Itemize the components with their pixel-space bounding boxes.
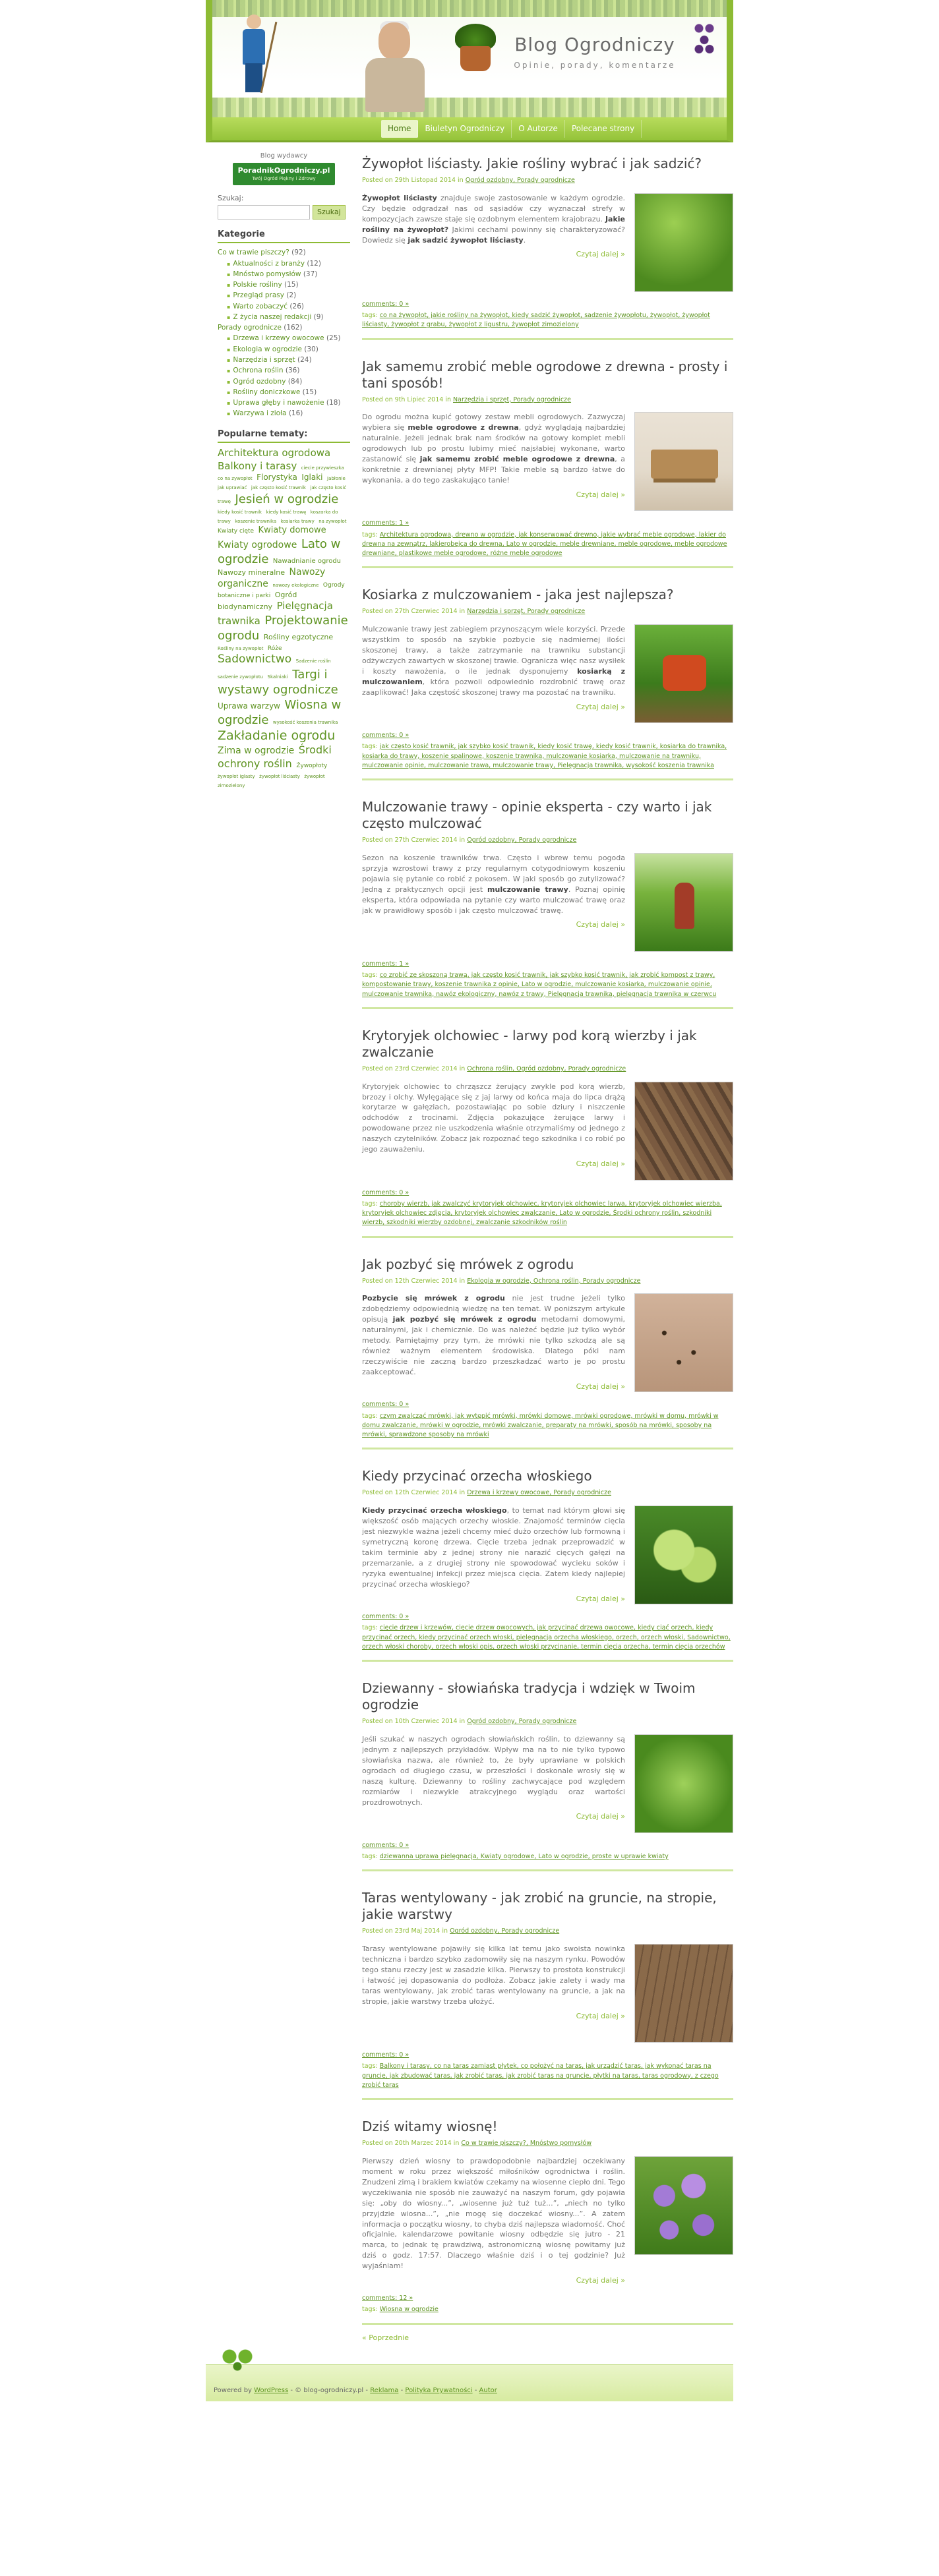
header-vines-bottom bbox=[212, 98, 727, 117]
nav-home[interactable]: Home bbox=[381, 120, 418, 138]
footer-text bbox=[214, 2386, 497, 2396]
post-date: Posted on 10th Czerwiec 2014 in bbox=[362, 1718, 468, 1726]
category-count: (18) bbox=[324, 399, 341, 407]
tag-link[interactable]: Nawozy organiczne bbox=[218, 567, 326, 590]
footer-sep1: - bbox=[400, 2387, 404, 2395]
post-date: Posted on 23rd Maj 2014 in bbox=[362, 1927, 450, 1935]
tag-link[interactable]: koszarka do trawy bbox=[218, 510, 338, 525]
post-thumbnail[interactable] bbox=[634, 1734, 733, 1833]
post-categories-link[interactable]: Narzędzia i sprzęt, Porady ogrodnicze bbox=[453, 395, 572, 403]
post-meta bbox=[362, 1277, 733, 1286]
read-more-link[interactable]: Czytaj dalej » bbox=[576, 2011, 625, 2020]
post-title[interactable]: Dziś witamy wiosnę! bbox=[362, 2119, 498, 2135]
post-footer bbox=[362, 731, 733, 771]
post-thumbnail[interactable] bbox=[634, 1506, 733, 1604]
post bbox=[362, 2115, 733, 2325]
tag-link[interactable]: Iglaki bbox=[301, 472, 323, 482]
footer-wordpress-link[interactable]: WordPress bbox=[254, 2387, 289, 2395]
footer-powered: Powered by bbox=[214, 2387, 252, 2395]
post-tags-links[interactable]: choroby wierzb, jak zwalczyć krytoryjek olchowiec, krytoryjek olchowiec larwa, krytoryjek olchowiec wierzba, krytoryjek olchowiec zdjęcia, krytoryjek olchowiec zwalczanie, Lato w ogrodzie, Środki ochrony roślin, szkodniki wierzb, szkodniki wierzby ozdobnej, zwalczanie szkodników roślin bbox=[362, 1200, 722, 1227]
post-tags-links[interactable]: jak często kosić trawnik, jak szybko kosić trawnik, kiedy kosić trawę, kiedy kosić trawnik, kosiarka do trawnika, kosiarka do trawy, koszenie spalinowe, koszenie trawnika, mulczowanie kosiarka, mulczowanie na trawniku, mulczowanie opinie, mulczowanie trawa, mulczowanie trawy, Pielęgnacja trawnika, wysokość koszenia trawnika bbox=[362, 743, 727, 769]
post-thumbnail[interactable] bbox=[634, 1082, 733, 1181]
tag-link[interactable]: Kwiaty ogrodowe bbox=[218, 540, 297, 551]
header-vines-top bbox=[212, 0, 727, 17]
post bbox=[362, 1886, 733, 2100]
tag-link[interactable]: Ogrody botaniczne i parki bbox=[218, 582, 345, 599]
post-meta bbox=[362, 1927, 733, 1936]
tag-link[interactable]: ciecie przywieszka bbox=[301, 465, 344, 471]
post bbox=[362, 1676, 733, 1871]
site-tagline: Opinie, porady, komentarze bbox=[514, 60, 676, 70]
category-item bbox=[218, 322, 350, 333]
sprout-icon bbox=[218, 2339, 257, 2378]
category-link[interactable]: Warzywa i zioła bbox=[233, 409, 287, 418]
comments-link[interactable]: comments: 0 » bbox=[362, 1188, 409, 1196]
nav-polecane[interactable]: Polecane strony bbox=[565, 120, 642, 138]
post-meta bbox=[362, 2139, 733, 2148]
footer-autor-link[interactable]: Autor bbox=[479, 2387, 497, 2395]
previous-posts-link[interactable]: « Poprzednie bbox=[362, 2333, 409, 2342]
tag-link[interactable]: jak często kosić trawę bbox=[218, 485, 347, 505]
tags-label: tags: bbox=[362, 2306, 380, 2314]
post-tags-links[interactable]: czym zwalczać mrówki, jak wytępić mrówki, mrówki domowe, mrówki ogrodowe, mrówki w domu, mrówki w domu zwalczanie, mrówki w ogrodzie, mrówki zwalczanie, preparaty na mrówki, sposób na mrówki, sposoby na mrówki, sprawdzone sposoby na mrówki bbox=[362, 1412, 719, 1439]
sidebar bbox=[206, 152, 354, 2354]
read-more-link[interactable]: Czytaj dalej » bbox=[576, 1382, 625, 1391]
tags-label: tags: bbox=[362, 743, 380, 751]
tags-label: tags: bbox=[362, 1412, 380, 1420]
tag-link[interactable]: Architektura ogrodowa bbox=[218, 447, 331, 459]
post bbox=[362, 355, 733, 569]
post-footer bbox=[362, 2051, 733, 2090]
tag-link[interactable]: Rośliny egzotyczne bbox=[263, 632, 334, 641]
post-title[interactable]: Jak pozbyć się mrówek z ogrodu bbox=[362, 1256, 574, 1272]
tags-label: tags: bbox=[362, 1853, 380, 1861]
category-link[interactable]: Mnóstwo pomysłów bbox=[233, 270, 301, 278]
category-link[interactable]: Rośliny doniczkowe bbox=[233, 388, 301, 396]
post-body bbox=[362, 1734, 733, 1833]
post-footer bbox=[362, 1188, 733, 1228]
read-more-link[interactable]: Czytaj dalej » bbox=[576, 702, 625, 711]
post-excerpt: Mulczowanie trawy jest zabiegiem przynoszącym wiele korzyści. Przede wszystkim to sposób na szybkie pozbycie się nadmiernej ilości skoszonej trawy, a także zatrzymanie na trawniku substancji odżywczych zawartych w skoszonej trawie. Ogranicza więc nasz wysiłek i koszty nawożenia, o ile jednak dysponujemy kosiarką z mulczowaniem, która pozwoli odpowiednio rozdrobnić trawę oraz zaaplikować! Jaka częstość skoszonej trawy ma pozostać na trawniku. Czytaj dalej » bbox=[362, 625, 625, 711]
tag-link[interactable]: Lato w ogrodzie bbox=[218, 537, 341, 567]
search-button[interactable]: Szukaj bbox=[313, 205, 346, 220]
post bbox=[362, 1024, 733, 1238]
post-footer bbox=[362, 2294, 733, 2315]
category-count: (162) bbox=[281, 324, 303, 332]
post-categories-link[interactable]: Narzędzia i sprzęt, Porady ogrodnicze bbox=[467, 608, 586, 616]
page bbox=[206, 0, 733, 2401]
footer-sep2: - bbox=[474, 2387, 477, 2395]
tag-link[interactable]: na zywopłot bbox=[318, 519, 347, 525]
tag-link[interactable]: Jabłonie bbox=[327, 475, 346, 481]
category-item bbox=[218, 355, 350, 365]
post-excerpt: Pierwszy dzień wiosny to prawdopodobnie najbardziej oczekiwany moment w roku przez większość miłośników ogrodnictwa i roślin. Znudzeni zimą i brakiem kwiatów czekamy na wiosenne ciepło dni. Tego wyczekiwania nie sposób nie zauważyć na naszym forum, gdy pojawia się: „oby do wiosny...”, „wiosenne już tuż tuż...”, „niech no tylko przyjdzie wiosna...”, „nie mogę się doczekać wiosny...”. A zatem informacja o początku wiosny, to chyba dziś najlepsza wiadomość. Choć oficjalnie, kalendarzowe powitanie wiosny odbędzie się jutro - 21 marca, to jednak tę prawdziwą, astronomiczną wiosnę powitamy już dziś o godz. 17:57. Dlaczego właśnie dziś i o tej godzinie? Już wyjaśniam! Czytaj dalej » bbox=[362, 2156, 625, 2285]
nav-o-autorze[interactable]: O Autorze bbox=[512, 120, 565, 138]
tag-link[interactable]: Róże bbox=[267, 645, 282, 652]
tag-link[interactable]: Sadzenie roślin bbox=[295, 659, 331, 664]
post-excerpt: Pozbycie się mrówek z ogrodu nie jest trudne jeżeli tylko zdobędziemy odpowiednią wiedzę na ten temat. W poniższym artykule opisują jak pozbyć się mrówek z ogrodu metodami domowymi, naturalnymi, jak i chemicznie. Do was należeć będzie już tylko wybór metody. Pamiętajmy przy tym, że mrówki nie tylko szkodzą ale są również ważnym elementem środowiska. Dlatego póki nam rzeczywiście nie zaczną bardzo przeszkadzać warto je po prostu zaakceptować. Czytaj dalej » bbox=[362, 1294, 626, 1391]
tag-link[interactable]: wysokość koszenia trawnika bbox=[272, 720, 338, 726]
category-link[interactable]: Ekologia w ogrodzie bbox=[233, 345, 302, 353]
category-count: (84) bbox=[286, 377, 303, 386]
category-count: (30) bbox=[301, 345, 318, 353]
post-thumbnail[interactable] bbox=[634, 2156, 733, 2255]
comments-link[interactable]: comments: 1 » bbox=[362, 519, 409, 527]
post-thumbnail[interactable] bbox=[634, 193, 733, 292]
footer-copyright: - © blog-ogrodniczy.pl - bbox=[290, 2387, 368, 2395]
comments-link[interactable]: comments: 0 » bbox=[362, 1401, 409, 1409]
post-date: Posted on 12th Czerwiec 2014 in bbox=[362, 1489, 468, 1497]
tag-link[interactable]: Pielęgnacja trawnika bbox=[218, 600, 333, 627]
post-title[interactable]: Taras wentylowany - jak zrobić na gruncie, na stropie, jakie warstwy bbox=[362, 1890, 717, 1923]
post-footer bbox=[362, 300, 733, 330]
post-body bbox=[362, 412, 733, 511]
tags-label: tags: bbox=[362, 531, 380, 539]
post-meta bbox=[362, 1065, 733, 1074]
read-more-link[interactable]: Czytaj dalej » bbox=[576, 490, 625, 499]
tag-link[interactable]: Sadownictwo bbox=[218, 653, 292, 666]
post-categories-link[interactable]: Ogród ozdobny, Porady ogrodnicze bbox=[465, 177, 575, 184]
category-count: (12) bbox=[305, 259, 321, 268]
category-item bbox=[218, 301, 350, 312]
post-title[interactable]: Żywopłot liściasty. Jakie rośliny wybrać i jak sadzić? bbox=[362, 156, 702, 171]
category-link[interactable]: Przegląd prasy bbox=[233, 291, 284, 300]
post-categories-link[interactable]: Drzewa i krzewy owocowe, Porady ogrodnicze bbox=[467, 1489, 611, 1497]
tag-link[interactable]: Florystyka bbox=[257, 472, 297, 482]
post-categories-link[interactable]: Ekologia w ogrodzie, Ochrona roślin, Porady ogrodnicze bbox=[467, 1277, 641, 1285]
site-footer bbox=[206, 2364, 733, 2401]
footer-polityka-link[interactable]: Polityka Prywatności bbox=[405, 2387, 473, 2395]
post-date: Posted on 23rd Czerwiec 2014 in bbox=[362, 1065, 468, 1072]
category-item bbox=[218, 397, 350, 408]
category-count: (92) bbox=[289, 249, 306, 257]
post-meta bbox=[362, 1488, 733, 1498]
tag-link[interactable]: żywopłot liściasty bbox=[259, 773, 300, 779]
tag-link[interactable]: żywopłot zimozielony bbox=[218, 773, 325, 788]
tags-label: tags: bbox=[362, 1624, 380, 1632]
tag-link[interactable]: Zima w ogrodzie bbox=[218, 746, 295, 757]
grapes-illustration bbox=[691, 15, 717, 61]
post-excerpt: Tarasy wentylowane pojawiły się kilka lat temu jako swoista nowinka techniczna i bardzo szybko zadomowiły się na naszym rynku. Powodów tego stanu rzeczy jest w zasadzie kilka. Pierwszy to prostota konstrukcji i łatwość jej dopasowania do podłoża. Zobacz jakie zalety i wady ma taras wentylowany, jak zrobić taras wentylowany na gruncie, a jak na stropie, jakie warstwy trzeba ułożyć. Czytaj dalej » bbox=[362, 1945, 625, 2020]
post bbox=[362, 152, 733, 340]
post-excerpt: Jeśli szukać w naszych ogrodach słowiańskich roślin, to dziewanny są jednym z najlepszych przykładów. Wpływ ma na to nie tylko typowo słowiańska nazwa, ale również to, że były uprawiane w polskich ogrodach od długiego czasu, w przeszłości i doskonale wrosły się w naszą kulturę. Dziewanny to rośliny zachwycające pod względem rozmiarów i niezwykle atrakcyjnego wyglądu oraz wartości prozdrowotnych. Czytaj dalej » bbox=[362, 1734, 625, 1821]
post-body bbox=[362, 2156, 733, 2286]
tag-link[interactable]: Ogród biodynamiczny bbox=[218, 590, 297, 612]
tag-link[interactable]: Skalniaki bbox=[267, 674, 288, 680]
tag-link[interactable]: Targi i wystawy ogrodnicze bbox=[218, 667, 338, 697]
category-link[interactable]: Z życia naszej redakcji bbox=[233, 312, 312, 321]
post-categories-link[interactable]: Ogród ozdobny, Porady ogrodnicze bbox=[467, 836, 577, 844]
post-tags-links[interactable]: Balkony i tarasy, co na taras zamiast płytek, co położyć na taras, jak urządzić taras, jak wykonać taras na gruncie, jak zbudować taras, jak zrobić taras, jak zrobić taras na gruncie, płytki na taras, taras ogrodowy, z czego zrobić taras bbox=[362, 2063, 719, 2089]
search-row bbox=[218, 205, 350, 220]
post-footer bbox=[362, 1612, 733, 1652]
category-item bbox=[218, 344, 350, 355]
post-thumbnail[interactable] bbox=[634, 1944, 733, 2043]
search-label: Szukaj: bbox=[218, 193, 244, 202]
category-count: (16) bbox=[286, 409, 303, 418]
category-count: (15) bbox=[282, 281, 299, 289]
partner-logo[interactable] bbox=[233, 163, 336, 185]
category-item bbox=[218, 247, 350, 258]
categories-heading: Kategorie bbox=[218, 229, 350, 244]
site-header bbox=[206, 0, 733, 117]
comments-link[interactable]: comments: 0 » bbox=[362, 2051, 409, 2059]
post-tags-links[interactable]: co na żywopłot, jakie rośliny na żywopłot, kiedy sadzić żywopłot, sadzenie żywopłotu, żywopłot, żywopłot liściasty, żywopłot z grabu, żywopłot z ligustru, żywopłot zimozielony bbox=[362, 312, 710, 329]
comments-link[interactable]: comments: 0 » bbox=[362, 1841, 409, 1849]
site-branding bbox=[496, 32, 694, 71]
post-footer bbox=[362, 1841, 733, 1862]
category-item bbox=[218, 290, 350, 301]
category-item bbox=[218, 376, 350, 387]
tag-link[interactable]: żywopłot iglasty bbox=[218, 773, 255, 779]
category-link[interactable]: Polskie rośliny bbox=[233, 281, 282, 289]
tag-cloud bbox=[218, 447, 350, 790]
category-count: (26) bbox=[288, 302, 304, 310]
category-link[interactable]: Drzewa i krzewy owocowe bbox=[233, 334, 324, 343]
category-count: (37) bbox=[301, 270, 318, 278]
post-body bbox=[362, 1082, 733, 1181]
tag-link[interactable]: Kwiaty cięte bbox=[218, 528, 255, 535]
post-date: Posted on 9th Lipiec 2014 in bbox=[362, 395, 454, 403]
categories-list bbox=[218, 247, 350, 419]
post bbox=[362, 1464, 733, 1662]
post-tags-links[interactable]: cięcie drzew i krzewów, cięcie drzew owocowych, jak przycinać drzewa owocowe, kiedy ciąć orzech, kiedy przycinać orzech, kiedy przycinać orzech włoski, pielęgnacja orzecha włoskiego, orzech, orzech włoski, Sadownictwo, orzech włoski choroby, orzech włoski opis, orzech włoski przycinanie, termin cięcia orzecha, termin cięcia orzechów bbox=[362, 1624, 731, 1651]
tag-link[interactable]: Rośliny na zywopłot bbox=[218, 645, 264, 651]
category-count: (15) bbox=[300, 388, 317, 396]
post bbox=[362, 795, 733, 1009]
read-more-link[interactable]: Czytaj dalej » bbox=[576, 920, 625, 929]
partner-logo-text: PoradnikOgrodniczy.pl bbox=[237, 165, 330, 175]
category-item bbox=[218, 279, 350, 290]
post-title[interactable]: Mulczowanie trawy - opinie eksperta - czy warto i jak często mulczować bbox=[362, 799, 712, 832]
tag-link[interactable]: kiedy kosić trawę bbox=[266, 510, 307, 515]
post-body bbox=[362, 1293, 733, 1392]
content bbox=[354, 152, 733, 2354]
read-more-link[interactable]: Czytaj dalej » bbox=[576, 250, 625, 259]
tag-link[interactable]: Zakładanie ogrodu bbox=[218, 728, 336, 744]
category-count: (36) bbox=[283, 366, 300, 375]
tag-link[interactable]: koszenie trawnika bbox=[235, 519, 277, 525]
tag-link[interactable]: Jesień w ogrodzie bbox=[235, 492, 339, 507]
tag-link[interactable]: Wiosna w ogrodzie bbox=[218, 698, 342, 728]
tag-link[interactable]: Uprawa warzyw bbox=[218, 701, 280, 711]
post-body bbox=[362, 624, 733, 723]
site-title[interactable]: Blog Ogrodniczy bbox=[514, 34, 675, 55]
post-footer bbox=[362, 960, 733, 999]
post-title[interactable]: Krytoryjek olchowiec - larwy pod korą wierzby i jak zwalczanie bbox=[362, 1027, 697, 1060]
tag-link[interactable]: Nawozy mineralne bbox=[218, 568, 286, 577]
read-more-link[interactable]: Czytaj dalej » bbox=[576, 2276, 625, 2285]
partner-logo-sub: Twój Ogród Piękny i Zdrowy bbox=[252, 176, 316, 182]
category-item bbox=[218, 258, 350, 269]
post-excerpt: Kiedy przycinać orzecha włoskiego, to temat nad którym głowi się większość osób mających orzechy włoskie. Znajomość terminów cięcia jest niezwykle ważna jeżeli chcemy mieć dużo orzechów lub formowną i symetryczną koronę drzewa. Cięcie trzeba jednak przeprowadzić w takim terminie aby z jednej strony nie narazić cięcych gałęzi na przemarzanie, a z drugiej strony nie spowodować wycieku soków i ryzyka ewentualnej infekcji przez miejsca cięcia. Zatem kiedy najlepiej przycinać orzecha włoskiego? Czytaj dalej » bbox=[362, 1506, 626, 1603]
tag-link[interactable]: Nawadnianie ogrodu bbox=[272, 558, 342, 566]
search-input[interactable] bbox=[218, 205, 310, 220]
post-tags-links[interactable]: Wiosna w ogrodzie bbox=[379, 2306, 439, 2314]
post-excerpt: Żywopłot liściasty znajduje swoje zastosowanie w każdym ogrodzie. Czy będzie odgradzał nas od sąsiadów czy wyznaczał strefy w kompozycjach zawsze staje się ozdobnym elementem krajobrazu. Jakie rośliny na żywopłot? Jakimi cechami powinny się charakteryzować? Dowiedz się jak sadzić żywopłot liściasty. Czytaj dalej » bbox=[362, 193, 625, 259]
footer-reklama-link[interactable]: Reklama bbox=[370, 2387, 399, 2395]
post-title[interactable]: Kiedy przycinać orzecha włoskiego bbox=[362, 1468, 592, 1484]
post-title[interactable]: Kosiarka z mulczowaniem - jaka jest najlepsza? bbox=[362, 587, 674, 603]
post-categories-link[interactable]: Ochrona roślin, Ogród ozdobny, Porady ogrodnicze bbox=[467, 1065, 626, 1072]
tag-link[interactable]: co na zywopłot bbox=[218, 475, 253, 481]
post-title[interactable]: Jak samemu zrobić meble ogrodowe z drewna - prosty i tani sposób! bbox=[362, 358, 728, 391]
post-footer bbox=[362, 519, 733, 558]
read-more-link[interactable]: Czytaj dalej » bbox=[576, 1594, 625, 1603]
post-meta bbox=[362, 395, 733, 405]
post-thumbnail[interactable] bbox=[634, 853, 733, 952]
post-date: Posted on 20th Marzec 2014 in bbox=[362, 2140, 462, 2148]
post-body bbox=[362, 1506, 733, 1604]
category-count: (9) bbox=[311, 312, 324, 321]
category-item bbox=[218, 365, 350, 376]
tag-link[interactable]: jak uprawiać bbox=[218, 485, 247, 491]
category-item bbox=[218, 333, 350, 343]
tag-link[interactable]: Balkony i tarasy bbox=[218, 459, 297, 472]
category-item bbox=[218, 387, 350, 397]
category-link[interactable]: Warto zobaczyć bbox=[233, 302, 288, 310]
category-link[interactable]: Ogród ozdobny bbox=[233, 377, 286, 386]
category-item bbox=[218, 408, 350, 419]
read-more-link[interactable]: Czytaj dalej » bbox=[576, 1159, 625, 1169]
category-count: (25) bbox=[324, 334, 341, 343]
post-tags-links[interactable]: Architektura ogrodowa, drewno w ogrodzie, jak konserwować drewno, jakie wybrać meble ogrodowe, lakier do drewna na zewnątrz, lakierobejca do drewna, Lato w ogrodzie, meble drewniane, meble ogrodowe, meble ogrodowe drewniane, plastikowe meble ogrodowe, różne meble ogrodowe bbox=[362, 531, 727, 558]
post-excerpt: Krytoryjek olchowiec to chrząszcz żerujący zwykle pod korą wierzb, brzozy i olchy. Wylęgające się z jaj larwy od końca maja do lipca drążą korytarze w gałęziach, pozostawiając po sobie dziury i niszczenie odchodów z trocinami. Zdjęcia pokazujące żerujące larwy i powodowane przez nie uszkodzenia właśnie otrzymaliśmy od jednego z naszych czytelników. Zobacz jak rozpoznać tego szkodnika i co robić po jego zauważeniu. Czytaj dalej » bbox=[362, 1082, 625, 1169]
main-nav bbox=[206, 117, 733, 142]
post-tags-links[interactable]: co zrobić ze skoszoną trawą, jak często kosić trawnik, jak szybko kosić trawnik, jak zrobić kompost z trawy, kompostowanie trawy, koszenie trawnika z opinie, Lato w ogrodzie, mulczowanie kosiarka, mulczowanie opinie, mulczowanie trawnika, nawóz ekologiczny, nawóz z trawy, Pielęgnacja trawnika, pielęgnacja trawnika w czerwcu bbox=[362, 972, 717, 998]
post bbox=[362, 1252, 733, 1450]
post-body bbox=[362, 1944, 733, 2043]
layout-wrap bbox=[206, 142, 733, 2354]
comments-link[interactable]: comments: 0 » bbox=[362, 1613, 409, 1621]
post-date: Posted on 27th Czerwiec 2014 in bbox=[362, 836, 468, 844]
comments-link[interactable]: comments: 12 » bbox=[362, 2295, 413, 2302]
post-date: Posted on 29th Listopad 2014 in bbox=[362, 177, 466, 184]
post-title[interactable]: Dziewanny - słowiańska tradycja i wdzięk w Twoim ogrodzie bbox=[362, 1680, 696, 1713]
post-date: Posted on 12th Czerwiec 2014 in bbox=[362, 1277, 468, 1285]
tag-link[interactable]: kosiarka trawy bbox=[280, 519, 315, 525]
category-link[interactable]: Aktualności z branży bbox=[233, 259, 305, 268]
tag-link[interactable]: sadzenie zywopłotu bbox=[218, 674, 263, 680]
post-excerpt: Sezon na koszenie trawników trwa. Często i wbrew temu pogoda sprzyja wzrostowi trawy z przy regularnym cotygodniowym koszeniu pojawia się pytanie co robić z pokosem. W jaki sposób go zutylizować? Jedną z praktycznych opcji jest mulczowanie trawy. Poznaj opinię eksperta, która odpowiada na pytanie czy warto mulczować trawę oraz jak w prawidłowy sposób i jak często mulczować trawę. Czytaj dalej » bbox=[362, 853, 626, 929]
tag-link[interactable]: Środki ochrony roślin bbox=[218, 744, 332, 771]
tag-link[interactable]: Kwiaty domowe bbox=[258, 525, 326, 536]
comments-link[interactable]: comments: 0 » bbox=[362, 300, 409, 308]
post-thumbnail[interactable] bbox=[634, 412, 733, 511]
post-categories-link[interactable]: Ogród ozdobny, Porady ogrodnicze bbox=[450, 1927, 560, 1935]
category-link[interactable]: Co w trawie piszczy? bbox=[218, 249, 289, 257]
post-thumbnail[interactable] bbox=[634, 624, 733, 723]
gardener-illustration bbox=[237, 15, 272, 94]
post-meta bbox=[362, 176, 733, 185]
post-footer bbox=[362, 1400, 733, 1440]
man-illustration bbox=[356, 20, 435, 112]
comments-link[interactable]: comments: 1 » bbox=[362, 960, 409, 968]
tags-label: tags: bbox=[362, 312, 380, 320]
category-count: (2) bbox=[284, 291, 297, 300]
nav-biuletyn[interactable]: Biuletyn Ogrodniczy bbox=[418, 120, 512, 138]
post-categories-link[interactable]: Ogród ozdobny, Porady ogrodnicze bbox=[467, 1718, 577, 1726]
tags-label: tags: bbox=[362, 2063, 380, 2070]
category-item bbox=[218, 312, 350, 322]
post-body bbox=[362, 853, 733, 952]
tag-link[interactable]: nawozy ekologiczne bbox=[272, 583, 319, 589]
comments-link[interactable]: comments: 0 » bbox=[362, 732, 409, 740]
post-categories-link[interactable]: Co w trawie piszczy?, Mnóstwo pomysłów bbox=[461, 2140, 592, 2148]
category-link[interactable]: Narzędzia i sprzęt bbox=[233, 356, 295, 365]
post-meta bbox=[362, 607, 733, 616]
category-link[interactable]: Ochrona roślin bbox=[233, 366, 284, 375]
tag-link[interactable]: Żywopłoty bbox=[296, 763, 328, 770]
tags-label: tags: bbox=[362, 1200, 380, 1208]
post-excerpt: Do ogrodu można kupić gotowy zestaw mebli ogrodowych. Zazwyczaj wybiera się meble ogrodowe z drewna, gdyż wyglądają najbardziej naturalnie. Jeżeli jednak brak nam środków na gotowy komplet mebli ogrodowych lub po prostu lubimy mieć najsłabiej wykonane, warto zastanowić się jak samemu zrobić meble ogrodowe z drewna, a konkretnie z drewnianej płyty MFP! Takie meble są bardzo łatwe do wykonania, a do tego zaskakująco tanie! Czytaj dalej » bbox=[362, 413, 626, 499]
tags-label: tags: bbox=[362, 972, 380, 980]
pot-illustration bbox=[460, 46, 491, 71]
post-meta bbox=[362, 1717, 733, 1726]
partner-box bbox=[218, 152, 350, 185]
post-thumbnail[interactable] bbox=[634, 1293, 733, 1392]
tag-link[interactable]: Projektowanie ogrodu bbox=[218, 613, 348, 643]
post-body bbox=[362, 193, 733, 292]
post bbox=[362, 583, 733, 780]
tag-link[interactable]: kiedy kosić trawnik bbox=[218, 510, 262, 515]
category-link[interactable]: Porady ogrodnicze bbox=[218, 324, 282, 332]
category-count: (24) bbox=[295, 356, 312, 365]
category-item bbox=[218, 269, 350, 279]
partner-label: Blog wydawcy bbox=[260, 152, 308, 160]
post-date: Posted on 27th Czerwiec 2014 in bbox=[362, 608, 468, 616]
post-tags-links[interactable]: dziewanna uprawa pielęgnacja, Kwiaty ogrodowe, Lato w ogrodzie, proste w uprawie kwiaty bbox=[379, 1853, 669, 1861]
category-link[interactable]: Uprawa głęby i nawożenie bbox=[233, 399, 324, 407]
tags-heading: Popularne tematy: bbox=[218, 428, 350, 444]
tag-link[interactable]: jak często kosić trawnik bbox=[251, 485, 306, 491]
post-meta bbox=[362, 836, 733, 845]
read-more-link[interactable]: Czytaj dalej » bbox=[576, 1812, 625, 1821]
